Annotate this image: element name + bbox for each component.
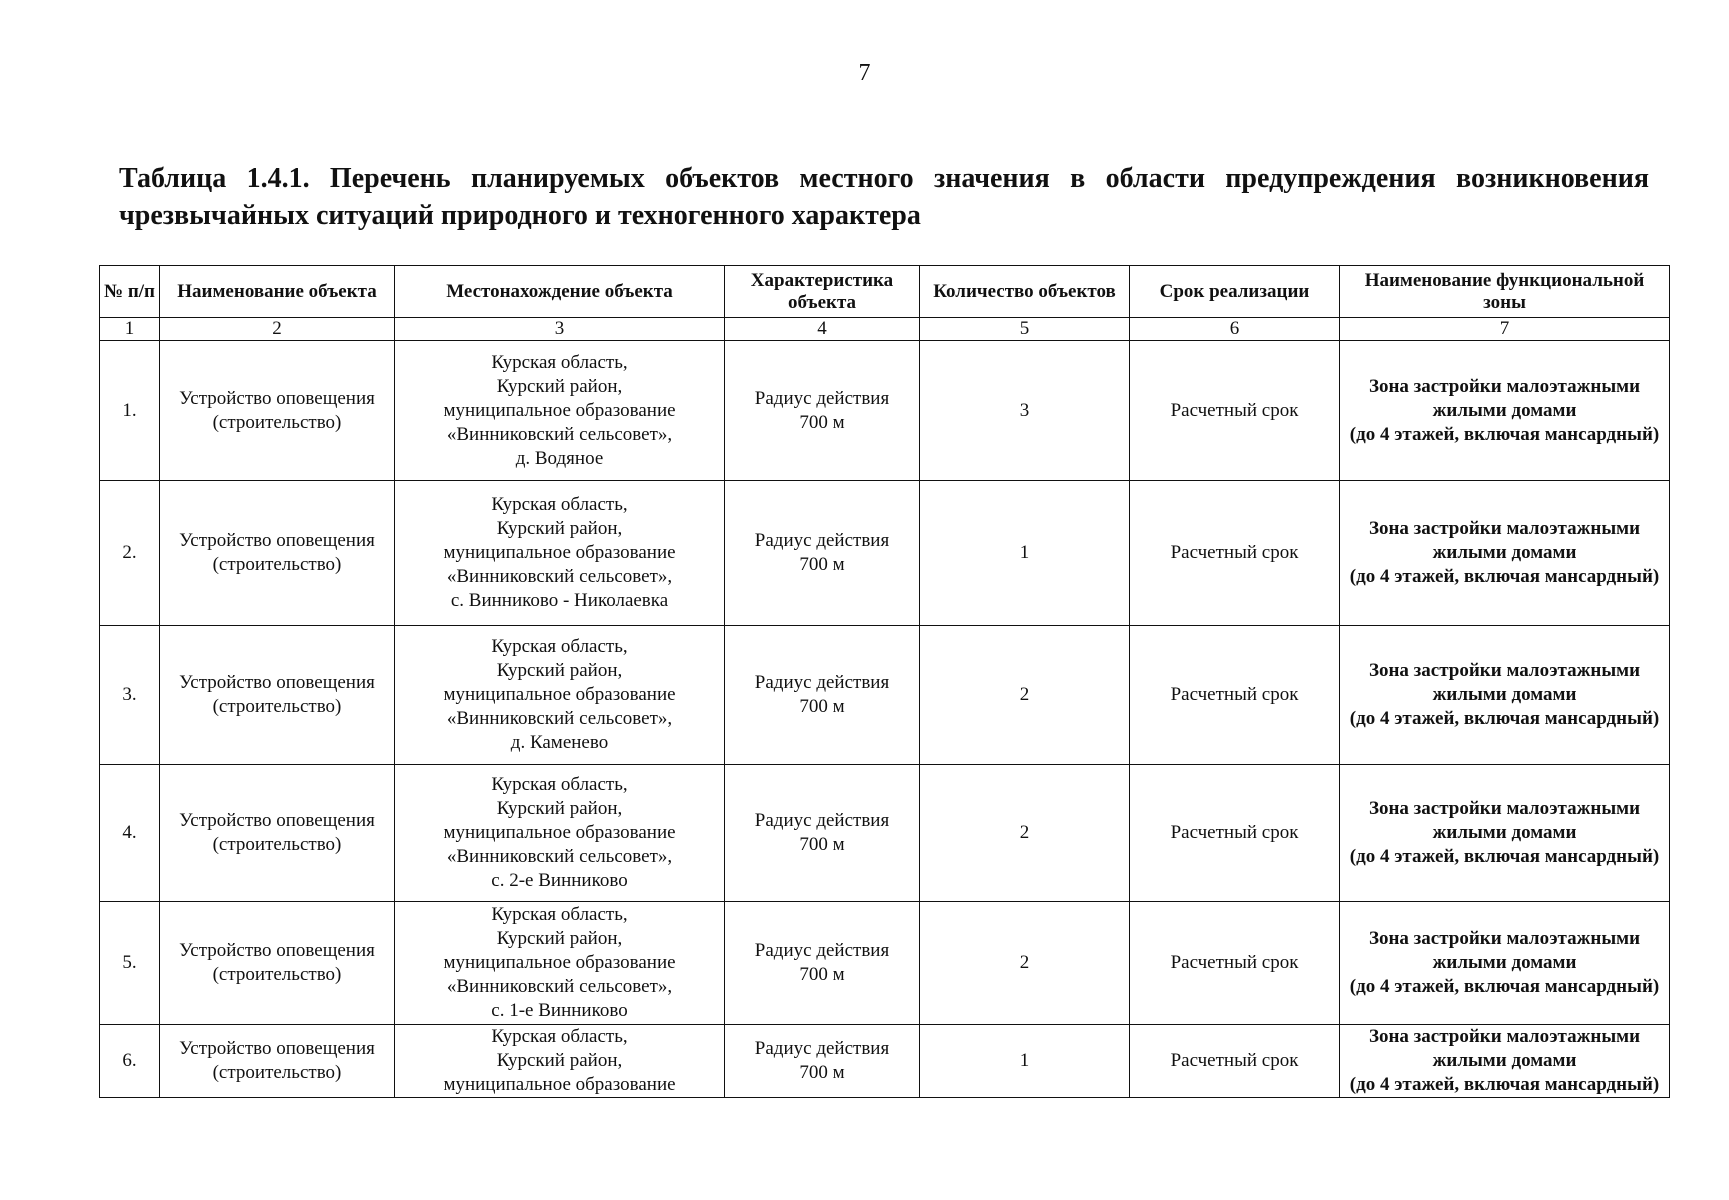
term-cell: Расчетный срок: [1130, 626, 1340, 765]
objects-table: [99, 265, 1670, 1098]
characteristic-line: Радиус действия: [754, 387, 890, 409]
zone-line: Зона застройки малоэтажными: [1368, 1026, 1641, 1047]
table-row: [100, 481, 1670, 626]
term-cell: Расчетный срок: [1130, 765, 1340, 902]
table-row: [100, 765, 1670, 902]
zone-line: Зона застройки малоэтажными: [1368, 518, 1641, 539]
location-line: Курский район,: [496, 518, 623, 539]
characteristic-cell: [725, 902, 920, 1025]
location-line: муниципальное образование: [443, 822, 676, 843]
zone-line: (до 4 этажей, включая мансардный): [1349, 846, 1660, 867]
location-line: Курская область,: [491, 1026, 628, 1047]
zone-line: (до 4 этажей, включая мансардный): [1349, 976, 1660, 997]
location-cell: [395, 902, 725, 1025]
characteristic-line: 700 м: [799, 411, 845, 433]
location-cell: [395, 765, 725, 902]
location-cell: [395, 341, 725, 481]
object-name-line: Устройство оповещения: [179, 940, 375, 961]
location-line: д. Водяное: [515, 447, 604, 469]
location-line: Курский район,: [496, 928, 623, 949]
object-name-line: (строительство): [212, 554, 342, 575]
characteristic-cell: [725, 341, 920, 481]
location-line: Курский район,: [496, 375, 623, 397]
object-name-line: (строительство): [212, 834, 342, 855]
location-line: «Винниковский сельсовет»,: [446, 976, 673, 997]
location-line: Курская область,: [491, 351, 628, 373]
object-name-cell: [160, 341, 395, 481]
characteristic-line: 700 м: [799, 554, 845, 575]
characteristic-line: Радиус действия: [754, 530, 890, 551]
table-title: Таблица 1.4.1. Перечень планируемых объектов местного значения в области предупреждения возникновения чрезвычайных ситуаций природного и техногенного характера: [119, 163, 1649, 231]
characteristic-line: Радиус действия: [754, 672, 890, 693]
count-cell: 2: [920, 765, 1130, 902]
column-number: 1: [100, 318, 160, 341]
location-line: «Винниковский сельсовет»,: [446, 566, 673, 587]
zone-line: (до 4 этажей, включая мансардный): [1349, 1074, 1660, 1095]
object-name-line: Устройство оповещения: [179, 387, 375, 409]
location-line: «Винниковский сельсовет»,: [446, 708, 673, 729]
location-line: муниципальное образование: [443, 399, 676, 421]
header-cell: Срок реализации: [1130, 266, 1340, 318]
zone-line: (до 4 этажей, включая мансардный): [1349, 423, 1660, 445]
characteristic-cell: [725, 765, 920, 902]
header-cell: № п/п: [100, 266, 160, 318]
characteristic-line: 700 м: [799, 1062, 845, 1083]
row-number-cell: 1.: [100, 341, 160, 481]
location-cell: [395, 1025, 725, 1098]
row-number-cell: 2.: [100, 481, 160, 626]
object-name-line: Устройство оповещения: [179, 810, 375, 831]
column-number: 2: [160, 318, 395, 341]
zone-line: (до 4 этажей, включая мансардный): [1349, 566, 1660, 587]
column-number: 3: [395, 318, 725, 341]
zone-cell: [1340, 626, 1670, 765]
object-name-line: Устройство оповещения: [179, 1038, 375, 1059]
object-name-line: (строительство): [212, 1062, 342, 1083]
location-line: с. 1-е Винниково: [491, 1000, 628, 1021]
column-number: 7: [1340, 318, 1670, 341]
location-line: Курская область,: [491, 636, 628, 657]
location-line: с. 2-е Винниково: [491, 870, 628, 891]
location-line: Курский район,: [496, 798, 623, 819]
object-name-line: (строительство): [212, 411, 342, 433]
location-line: муниципальное образование: [443, 684, 676, 705]
row-number-cell: 6.: [100, 1025, 160, 1098]
location-cell: [395, 626, 725, 765]
characteristic-cell: [725, 626, 920, 765]
header-cell: Характеристика объекта: [725, 266, 920, 318]
characteristic-line: 700 м: [799, 834, 845, 855]
zone-line: жилыми домами: [1432, 542, 1577, 563]
location-line: Курский район,: [496, 1050, 623, 1071]
location-line: муниципальное образование: [443, 542, 676, 563]
count-cell: 2: [920, 626, 1130, 765]
table-body: [100, 341, 1670, 1098]
object-name-line: (строительство): [212, 964, 342, 985]
term-cell: Расчетный срок: [1130, 341, 1340, 481]
column-number-row: [100, 318, 1670, 341]
zone-line: жилыми домами: [1432, 822, 1577, 843]
characteristic-cell: [725, 481, 920, 626]
zone-line: (до 4 этажей, включая мансардный): [1349, 708, 1660, 729]
location-line: Курский район,: [496, 660, 623, 681]
zone-line: жилыми домами: [1432, 399, 1577, 421]
object-name-cell: [160, 481, 395, 626]
object-name-cell: [160, 1025, 395, 1098]
table-row: [100, 341, 1670, 481]
zone-line: Зона застройки малоэтажными: [1368, 375, 1641, 397]
object-name-line: Устройство оповещения: [179, 672, 375, 693]
header-row: [100, 266, 1670, 318]
object-name-line: Устройство оповещения: [179, 530, 375, 551]
object-name-cell: [160, 626, 395, 765]
location-line: «Винниковский сельсовет»,: [446, 846, 673, 867]
row-number-cell: 4.: [100, 765, 160, 902]
zone-cell: [1340, 902, 1670, 1025]
column-number: 5: [920, 318, 1130, 341]
count-cell: 1: [920, 481, 1130, 626]
location-line: Курская область,: [491, 774, 628, 795]
page-number: 7: [858, 60, 871, 86]
characteristic-line: 700 м: [799, 696, 845, 717]
location-line: с. Винниково - Николаевка: [450, 590, 669, 611]
zone-line: жилыми домами: [1432, 1050, 1577, 1071]
table-row: [100, 1025, 1670, 1098]
header-cell: Местонахождение объекта: [395, 266, 725, 318]
row-number-cell: 5.: [100, 902, 160, 1025]
term-cell: Расчетный срок: [1130, 902, 1340, 1025]
object-name-cell: [160, 902, 395, 1025]
location-line: Курская область,: [491, 904, 628, 925]
characteristic-line: Радиус действия: [754, 940, 890, 961]
object-name-cell: [160, 765, 395, 902]
zone-cell: [1340, 765, 1670, 902]
count-cell: 2: [920, 902, 1130, 1025]
location-line: муниципальное образование: [443, 1074, 676, 1095]
zone-line: Зона застройки малоэтажными: [1368, 928, 1641, 949]
term-cell: Расчетный срок: [1130, 1025, 1340, 1098]
location-line: Курская область,: [491, 494, 628, 515]
zone-line: жилыми домами: [1432, 952, 1577, 973]
location-line: д. Каменево: [510, 732, 609, 753]
count-cell: 1: [920, 1025, 1130, 1098]
characteristic-line: Радиус действия: [754, 810, 890, 831]
header-cell: Наименование объекта: [160, 266, 395, 318]
object-name-line: (строительство): [212, 696, 342, 717]
zone-cell: [1340, 1025, 1670, 1098]
row-number-cell: 3.: [100, 626, 160, 765]
count-cell: 3: [920, 341, 1130, 481]
zone-line: Зона застройки малоэтажными: [1368, 660, 1641, 681]
zone-cell: [1340, 341, 1670, 481]
location-line: «Винниковский сельсовет»,: [446, 423, 673, 445]
column-number: 4: [725, 318, 920, 341]
term-cell: Расчетный срок: [1130, 481, 1340, 626]
header-cell: Наименование функциональной зоны: [1340, 266, 1670, 318]
zone-line: жилыми домами: [1432, 684, 1577, 705]
characteristic-line: 700 м: [799, 964, 845, 985]
location-line: муниципальное образование: [443, 952, 676, 973]
table-row: [100, 902, 1670, 1025]
zone-cell: [1340, 481, 1670, 626]
table-row: [100, 626, 1670, 765]
characteristic-cell: [725, 1025, 920, 1098]
location-cell: [395, 481, 725, 626]
column-number: 6: [1130, 318, 1340, 341]
characteristic-line: Радиус действия: [754, 1038, 890, 1059]
zone-line: Зона застройки малоэтажными: [1368, 798, 1641, 819]
header-cell: Количество объектов: [920, 266, 1130, 318]
